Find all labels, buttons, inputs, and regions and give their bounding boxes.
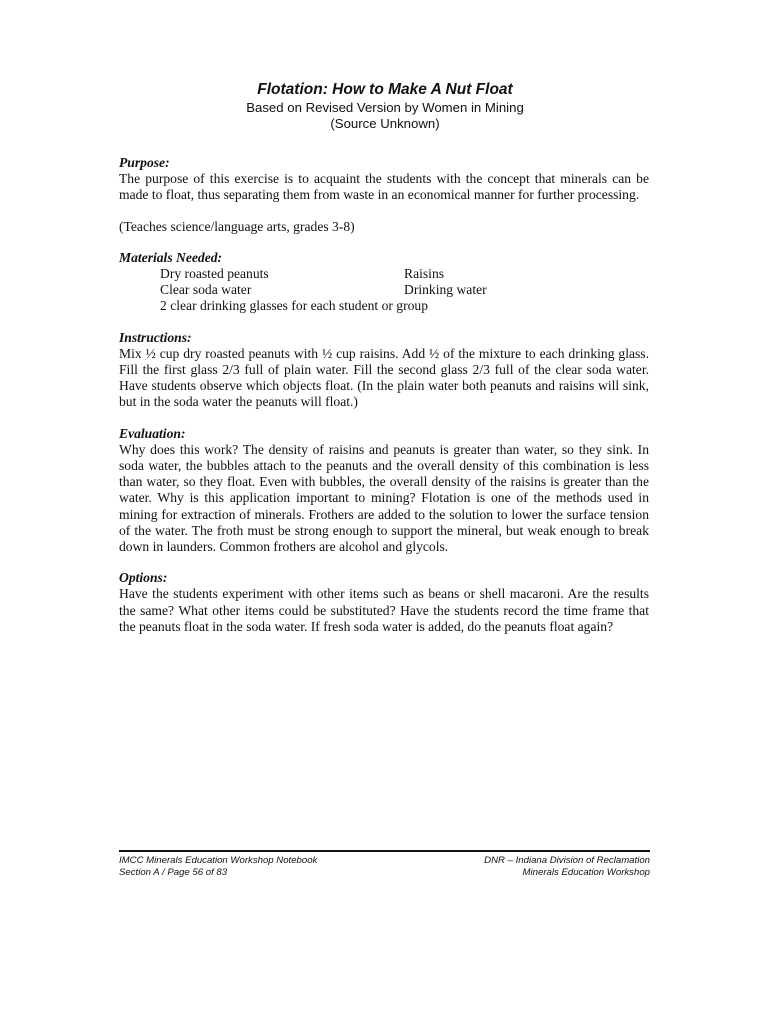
- materials-row: [160, 282, 649, 298]
- materials-row: [160, 298, 649, 314]
- purpose-heading: Purpose:: [119, 155, 170, 170]
- materials-list: [119, 266, 649, 315]
- material-item: Drinking water: [404, 282, 487, 298]
- document-subtitle: Based on Revised Version by Women in Mining: [246, 100, 524, 115]
- evaluation-text: Why does this work? The density of raisins and peanuts is greater than water, so they sink. In soda water, the bubbles attach to the peanuts and the overall density of this combination is less than water, so they float. Even with bubbles, the overall density of the raisins is greater than the water. Why is this application important to mining? Flotation is one of the methods used in mining for extraction of minerals. Frothers are added to the solution to lower the surface tension of the water. The froth must be strong enough to support the mineral, but weak enough to break down in launders. Common frothers are alcohol and glycols.: [119, 441, 649, 555]
- instructions-heading: Instructions:: [119, 329, 192, 345]
- purpose-section: [119, 155, 649, 235]
- page-footer: [119, 850, 650, 879]
- footer-notebook-title: IMCC Minerals Education Workshop Notebook: [119, 855, 318, 866]
- document-title: Flotation: How to Make A Nut Float: [257, 81, 513, 98]
- document-page: [119, 80, 649, 635]
- footer-workshop: Minerals Education Workshop: [522, 867, 650, 878]
- footer-division: DNR – Indiana Division of Reclamation: [484, 855, 650, 866]
- purpose-text: The purpose of this exercise is to acquaint the students with the concept that minerals can be made to float, thus separating them from waste in an economical manner for further processing.: [119, 171, 649, 203]
- material-item: Raisins: [404, 266, 445, 282]
- footer-right: [484, 855, 650, 879]
- options-text: Have the students experiment with other items such as beans or shell macaroni. Are the results the same? What other items could be substituted? Have the students record the time frame that the peanuts float in the soda water. If fresh soda water is added, do the peanuts float again?: [119, 586, 649, 634]
- options-heading: Options:: [119, 570, 168, 586]
- materials-heading: Materials Needed:: [119, 249, 223, 265]
- material-item: Clear soda water: [160, 282, 252, 298]
- footer-page-number: Section A / Page 56 of 83: [119, 867, 228, 878]
- material-item: 2 clear drinking glasses for each student or group: [160, 298, 429, 314]
- instructions-section: [119, 330, 649, 411]
- options-section: [119, 570, 649, 635]
- evaluation-heading: Evaluation:: [119, 425, 186, 441]
- grade-note: (Teaches science/language arts, grades 3-8): [119, 218, 355, 234]
- materials-section: [119, 250, 649, 315]
- footer-left: [119, 855, 317, 879]
- material-item: Dry roasted peanuts: [160, 266, 269, 282]
- materials-row: [160, 266, 649, 282]
- instructions-text: Mix ½ cup dry roasted peanuts with ½ cup raisins. Add ½ of the mixture to each drinking glass. Fill the first glass 2/3 full of plain water. Fill the second glass 2/3 full of the clear soda water. Have students observe which objects float. (In the plain water both peanuts and raisins will sink, but in the soda water the peanuts will float.): [119, 345, 649, 410]
- evaluation-section: [119, 426, 649, 556]
- document-source: (Source Unknown): [330, 116, 440, 131]
